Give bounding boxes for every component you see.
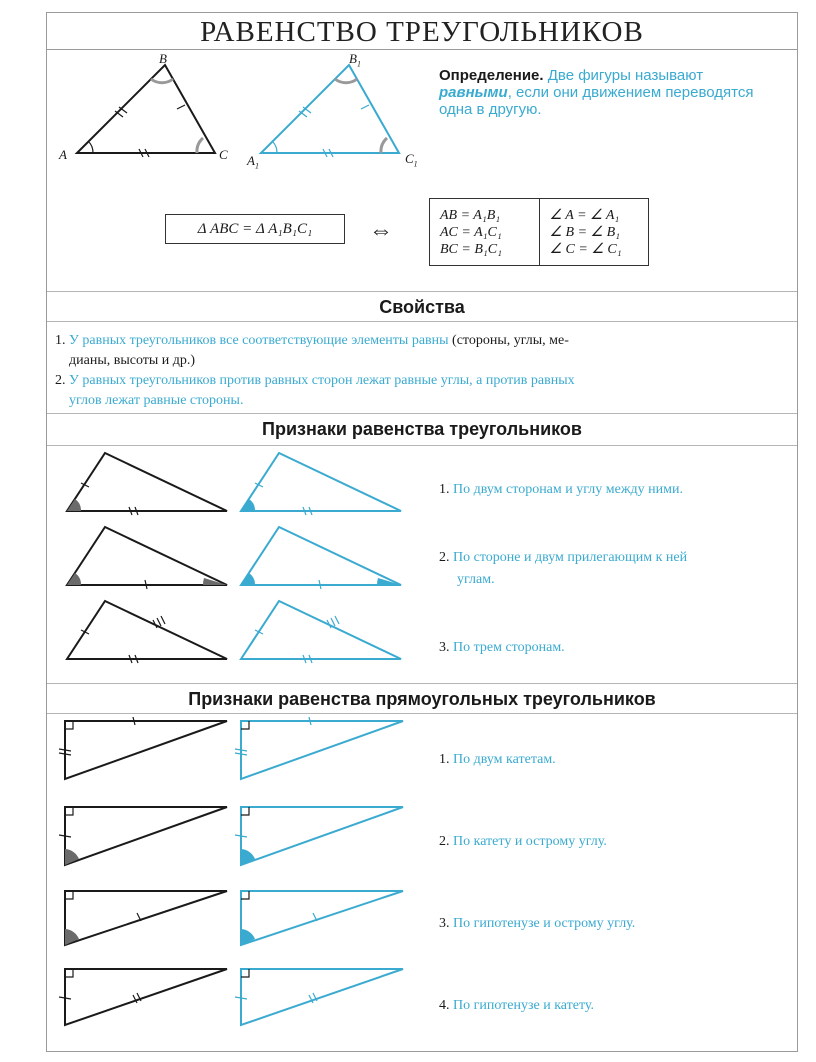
right-criterion-1: 1. По двум катетам. [439,752,556,767]
properties-heading: Свойства [379,297,465,317]
vertex-label-a1: $A_1$ [247,153,259,171]
criterion-3: 3. По трем сторонам. [439,640,565,655]
congruence-statement: Δ ABC = Δ A₁B₁C₁ [165,214,345,244]
right-criteria-figures [59,717,403,1025]
vertex-label-b1: $B_1$ [349,51,361,69]
divider [47,445,797,446]
criteria-figures [67,453,401,663]
divider [47,321,797,322]
reference-sheet [46,12,798,1052]
list-item: 2. У равных треугольников против равных сторон лежат равные углы, а против равных [55,373,575,388]
divider [47,291,797,292]
triangle-a1b1c1 [261,65,399,157]
page-title: РАВЕНСТВО ТРЕУГОЛЬНИКОВ [47,13,797,50]
vertex-label-b: B [159,51,167,66]
vertex-label-c1: $C_1$ [405,151,418,169]
divider [47,713,797,714]
equivalence-arrow-icon: ⇔ [369,217,393,244]
divider [47,683,797,684]
definition-label: Определение. [439,67,544,84]
list-item: 1. У равных треугольников все соответствующие элементы равны (стороны, углы, ме- [55,333,569,348]
vertex-label-c: C [219,147,228,162]
criteria-heading: Признаки равенства треугольников [262,419,582,439]
criterion-2: 2. По стороне и двум прилегающим к ней углам. [439,550,688,587]
sides-column: AB = A₁B₁ AC = A₁C₁ BC = B₁C₁ [440,207,502,257]
properties-list: 1. У равных треугольников все соответствующие элементы равны (стороны, углы, ме- дианы, высоты и др.) 2. У равных треугольников против равных сторон лежат равные углы, а против равных углов лежат равные стороны. [55,331,787,411]
right-criterion-2: 2. По катету и острому углу. [439,834,607,849]
congruence-table [429,198,649,266]
definition-emphasis: равными [439,84,508,101]
vertex-label-a: A [59,147,67,162]
definition-text: Определение. Две фигуры называют равными, если они движением переводятся одна в другую. [439,67,754,118]
divider [47,413,797,414]
right-criterion-4: 4. По гипотенузе и катету. [439,998,595,1013]
figures-layer [47,13,799,1053]
angles-column: ∠ A = ∠ A₁ ∠ B = ∠ B₁ ∠ C = ∠ C₁ [539,199,649,265]
right-criteria-heading: Признаки равенства прямоугольных треугольников [188,689,656,709]
right-criterion-3: 3. По гипотенузе и острому углу. [439,916,636,931]
criterion-1: 1. По двум сторонам и углу между ними. [439,482,683,497]
triangle-abc [77,65,215,157]
